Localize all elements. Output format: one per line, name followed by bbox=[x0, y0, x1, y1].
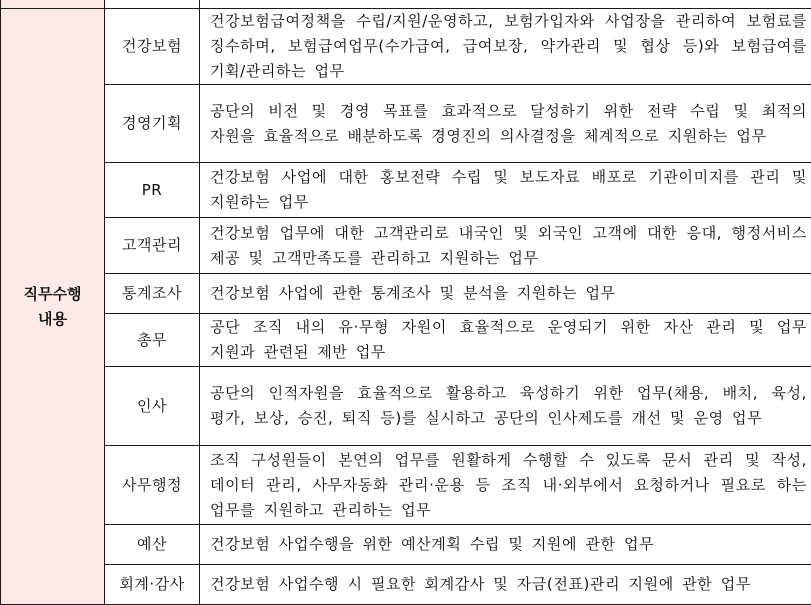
row-description: 건강보험급여정책을 수립/지원/운영하고, 보험가입자와 사업장을 관리하여 보험료를 징수하며, 보험급여업무(수가급여, 급여보장, 약가관리 및 협상 등)와 보험급여를 기획/관리하는 업무 bbox=[200, 9, 811, 85]
row-name: 회계·감사 bbox=[105, 565, 200, 605]
table-row bbox=[1, 274, 811, 314]
row-description: 건강보험 업무에 대한 고객관리로 내국인 및 외국인 고객에 대한 응대, 행정서비스 제공 및 고객만족도를 관리하고 지원하는 업무 bbox=[200, 218, 811, 274]
row-description: 공단의 인적자원을 효율적으로 활용하고 육성하기 위한 업무(채용, 배치, 육성, 평가, 보상, 승진, 퇴직 등)를 실시하고 공단의 인사제도를 개선 및 운영 업무 bbox=[200, 367, 811, 446]
top-name-cell bbox=[105, 0, 200, 9]
table-row bbox=[1, 367, 811, 446]
category-cell bbox=[1, 9, 105, 605]
row-name: 사무행정 bbox=[105, 446, 200, 525]
table-row bbox=[1, 218, 811, 274]
table-top-row bbox=[1, 0, 811, 9]
row-name: 인사 bbox=[105, 367, 200, 446]
category-top-cell bbox=[1, 0, 105, 9]
category-label-line1: 직무수행 bbox=[1, 282, 104, 307]
table-row bbox=[1, 163, 811, 218]
table-row bbox=[1, 525, 811, 565]
row-name: 고객관리 bbox=[105, 218, 200, 274]
row-description: 공단 조직 내의 유·무형 자원이 효율적으로 운영되기 위한 자산 관리 및 업무 지원과 관련된 제반 업무 bbox=[200, 314, 811, 367]
category-label bbox=[1, 282, 104, 332]
row-name: 통계조사 bbox=[105, 274, 200, 314]
row-description: 건강보험 사업수행 시 필요한 회계감사 및 자금(전표)관리 지원에 관한 업무 bbox=[200, 565, 811, 605]
row-description: 건강보험 사업에 대한 홍보전략 수립 및 보도자료 배포로 기관이미지를 관리 및 지원하는 업무 bbox=[200, 163, 811, 218]
table-row bbox=[1, 565, 811, 605]
table-row bbox=[1, 85, 811, 163]
row-description: 공단의 비전 및 경영 목표를 효과적으로 달성하기 위한 전략 수립 및 최적의 자원을 효율적으로 배분하도록 경영진의 의사결정을 체계적으로 지원하는 업무 bbox=[200, 85, 811, 163]
row-name: 건강보험 bbox=[105, 9, 200, 85]
top-desc-cell bbox=[200, 0, 811, 9]
row-description: 건강보험 사업수행을 위한 예산계획 수립 및 지원에 관한 업무 bbox=[200, 525, 811, 565]
table-row bbox=[1, 9, 811, 85]
row-name: 예산 bbox=[105, 525, 200, 565]
table-row bbox=[1, 446, 811, 525]
row-description: 건강보험 사업에 관한 통계조사 및 분석을 지원하는 업무 bbox=[200, 274, 811, 314]
row-name: 경영기획 bbox=[105, 85, 200, 163]
row-description: 조직 구성원들이 본연의 업무를 원활하게 수행할 수 있도록 문서 관리 및 작성, 데이터 관리, 사무자동화 관리·운용 등 조직 내·외부에서 요청하거나 필요로 하는 업무를 지원하고 관리하는 업무 bbox=[200, 446, 811, 525]
category-label-line2: 내용 bbox=[1, 307, 104, 332]
row-name: 총무 bbox=[105, 314, 200, 367]
row-name: PR bbox=[105, 163, 200, 218]
table-row bbox=[1, 314, 811, 367]
